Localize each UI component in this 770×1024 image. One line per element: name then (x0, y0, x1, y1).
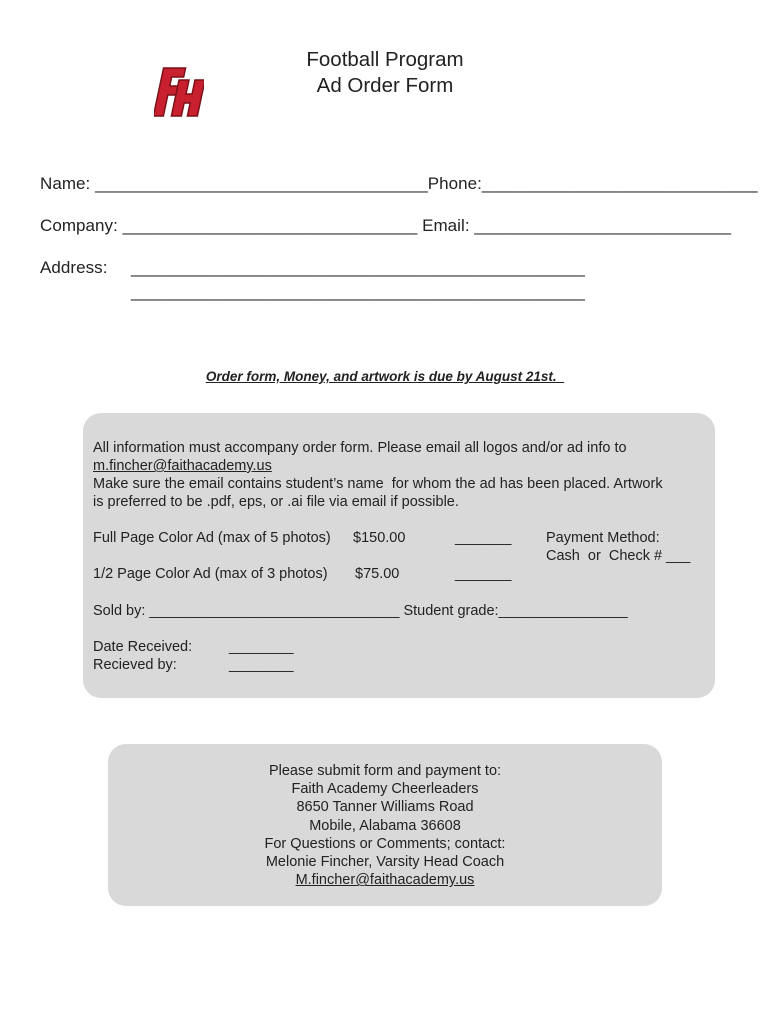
half-page-ad-price: $75.00 (355, 566, 400, 582)
submit-line-3: 8650 Tanner Williams Road (296, 799, 474, 816)
submit-address-block (108, 762, 662, 889)
info-email-link[interactable]: m.fincher@faithacademy.us (93, 458, 272, 474)
title-line-1: Football Program (306, 48, 464, 71)
submit-line-5: For Questions or Comments; contact: (264, 835, 506, 852)
payment-options[interactable]: Cash or Check # ___ (546, 548, 691, 564)
submit-email-link[interactable]: M.fincher@faithacademy.us (295, 872, 475, 889)
company-email-field[interactable]: Company: _______________________________ Email: ___________________________ (40, 216, 731, 235)
submit-line-6: Melonie Fincher, Varsity Head Coach (265, 854, 505, 871)
address-line-1[interactable]: ________________________________________________ (131, 258, 585, 277)
full-page-ad-label: Full Page Color Ad (max of 5 photos) (93, 530, 331, 546)
name-phone-field[interactable]: Name: ___________________________________Phone:_____________________________ (40, 174, 758, 193)
address-line-2[interactable]: ________________________________________________ (131, 282, 585, 301)
full-page-ad-quantity-field[interactable]: _______ (455, 530, 512, 546)
sold-by-grade-field[interactable]: Sold by: _______________________________ Student grade:________________ (93, 603, 628, 619)
half-page-ad-quantity-field[interactable]: _______ (455, 566, 512, 582)
title-line-2: Ad Order Form (316, 74, 454, 97)
info-line-4: is preferred to be .pdf, eps, or .ai file via email if possible. (93, 494, 459, 510)
address-label: Address: (40, 258, 108, 277)
submit-line-4: Mobile, Alabama 36608 (309, 817, 461, 834)
due-date-notice: Order form, Money, and artwork is due by August 21st. (205, 369, 565, 384)
full-page-ad-price: $150.00 (353, 530, 406, 546)
submit-line-1: Please submit form and payment to: (268, 763, 502, 779)
received-by-label: Recieved by: (93, 657, 177, 673)
date-received-field[interactable]: ________ (229, 639, 294, 655)
info-line-3: Make sure the email contains student’s name for whom the ad has been placed. Artwork (93, 476, 663, 492)
received-by-field[interactable]: ________ (229, 657, 294, 673)
submit-line-2: Faith Academy Cheerleaders (291, 781, 479, 798)
payment-method-label: Payment Method: (546, 530, 660, 546)
faith-academy-logo (154, 66, 204, 120)
info-line-1: All information must accompany order form. Please email all logos and/or ad info to (93, 440, 627, 456)
half-page-ad-label: 1/2 Page Color Ad (max of 3 photos) (93, 566, 328, 582)
form-title (230, 47, 540, 99)
date-received-label: Date Received: (93, 639, 193, 655)
